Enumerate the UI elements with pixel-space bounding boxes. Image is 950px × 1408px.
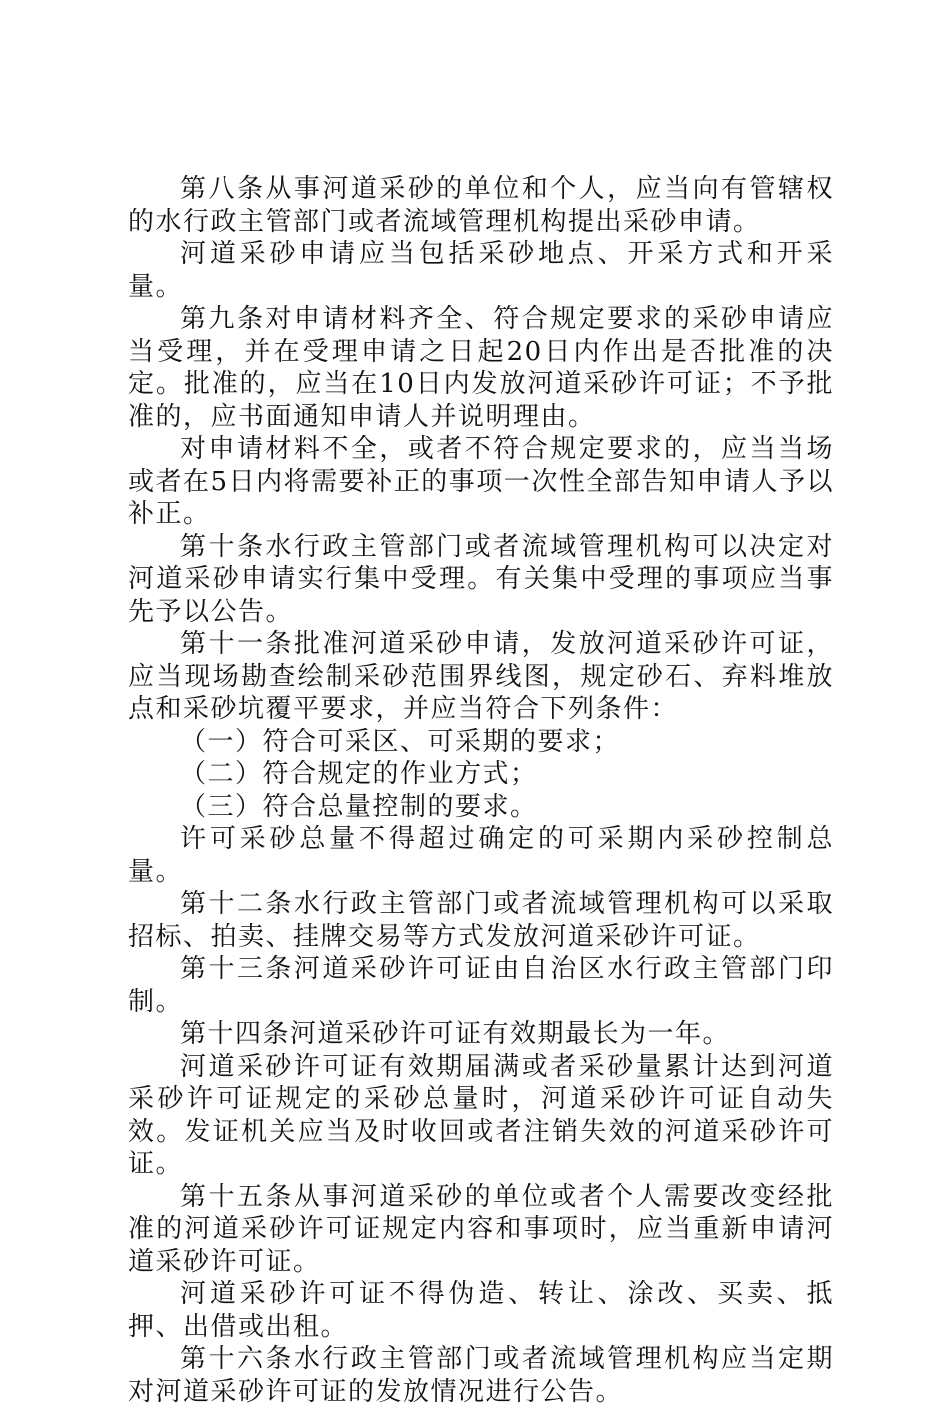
article-12-paragraph: 第十二条水行政主管部门或者流域管理机构可以采取招标、拍卖、挂牌交易等方式发放河道采砂许可证。: [128, 889, 834, 952]
article-11-condition-3: （三）符合总量控制的要求。: [180, 791, 538, 822]
article-15-paragraph: 第十五条从事河道采砂的单位或者个人需要改变经批准的河道采砂许可证规定内容和事项时，应当重新申请河道采砂许可证。: [128, 1181, 834, 1277]
article-13-paragraph: 第十三条河道采砂许可证由自治区水行政主管部门印制。: [128, 954, 834, 1017]
article-14-expiry: 河道采砂许可证有效期届满或者采砂量累计达到河道采砂许可证规定的采砂总量时，河道采砂许可证自动失效。发证机关应当及时收回或者注销失效的河道采砂许可证。: [128, 1051, 834, 1179]
article-11-total-limit: 许可采砂总量不得超过确定的可采期内采砂控制总量。: [128, 824, 834, 887]
article-16-paragraph: 第十六条水行政主管部门或者流域管理机构应当定期对河道采砂许可证的发放情况进行公告。: [128, 1344, 834, 1407]
article-8-paragraph: 第八条从事河道采砂的单位和个人，应当向有管辖权的水行政主管部门或者流域管理机构提出采砂申请。: [128, 174, 834, 237]
article-14-paragraph: 第十四条河道采砂许可证有效期最长为一年。: [180, 1019, 731, 1049]
article-11-paragraph: 第十一条批准河道采砂申请，发放河道采砂许可证，应当现场勘查绘制采砂范围界线图，规定砂石、弃料堆放点和采砂坑覆平要求，并应当符合下列条件：: [128, 629, 834, 724]
article-15-prohibitions: 河道采砂许可证不得伪造、转让、涂改、买卖、抵押、出借或出租。: [128, 1279, 834, 1342]
article-10-paragraph: 第十条水行政主管部门或者流域管理机构可以决定对河道采砂申请实行集中受理。有关集中受理的事项应当事先予以公告。: [128, 531, 834, 627]
document-body: [128, 173, 834, 1408]
article-8-application-content: 河道采砂申请应当包括采砂地点、开采方式和开采量。: [128, 239, 834, 302]
article-11-condition-1: （一）符合可采区、可采期的要求；: [180, 726, 621, 757]
article-9-paragraph: 第九条对申请材料齐全、符合规定要求的采砂申请应当受理，并在受理申请之日起20日内作出是否批准的决定。批准的，应当在10日内发放河道采砂许可证；不予批准的，应书面通知申请人并说明理由。: [128, 304, 834, 432]
article-11-condition-2: （二）符合规定的作业方式；: [180, 759, 538, 789]
article-9-incomplete-materials: 对申请材料不全，或者不符合规定要求的，应当当场或者在5日内将需要补正的事项一次性全部告知申请人予以补正。: [128, 434, 834, 529]
